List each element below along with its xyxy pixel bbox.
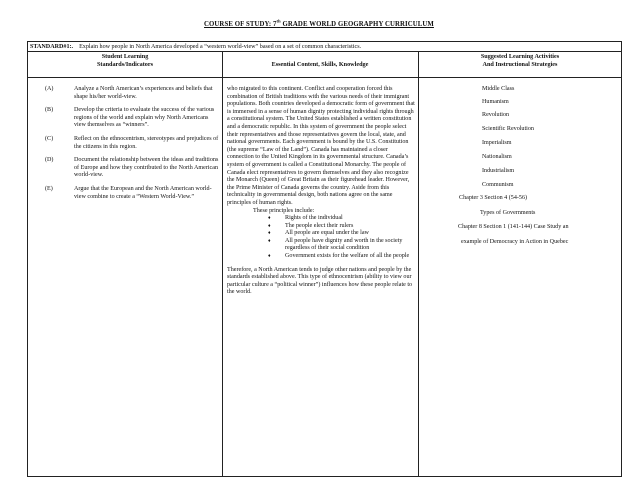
header-standards-line1: Student Learning	[101, 53, 149, 60]
standard-label: STANDARD#1:.	[30, 44, 74, 50]
standards-column	[34, 86, 220, 207]
activity-item: Communism	[482, 182, 514, 188]
activity-item: Middle Class	[482, 86, 515, 92]
indicator-text: Analyze a North American’s experiences and beliefs that shape his/her world-view.	[74, 86, 213, 100]
activity-item: example of Democracy in Action in Quebec	[461, 239, 569, 245]
activity-item: Chapter 3 Section 4 (54-56)	[459, 195, 528, 201]
diamond-bullet-icon: ♦	[268, 231, 271, 237]
title-text-rest: GRADE WORLD GEOGRAPHY CURRICULUM	[280, 21, 434, 29]
header-content	[222, 52, 418, 77]
indicator-label: (A)	[45, 86, 54, 92]
indicator-item	[34, 136, 220, 151]
diamond-bullet-icon: ♦	[268, 238, 271, 244]
curriculum-table	[27, 41, 622, 477]
indicator-label: (D)	[45, 157, 54, 164]
indicator-text: Develop the criteria to evaluate the success of the various regions of the world and explain why North Americans view themselves as “winners”.	[74, 107, 215, 129]
indicator-item	[34, 107, 220, 130]
activity-item: Humanism	[482, 99, 509, 105]
header-standards	[28, 52, 222, 77]
standard-text: Explain how people in North America developed a “western world-view” based on a set of common characteristics.	[79, 44, 362, 50]
activity-item: Types of Governments	[480, 210, 536, 216]
indicator-label: (C)	[45, 135, 54, 142]
list-item	[227, 253, 416, 261]
diamond-bullet-icon: ♦	[268, 254, 271, 260]
principles-heading: These principles include:	[253, 207, 315, 214]
content-paragraph: Therefore, a North American tends to judge other nations and people by the standards established above. This type of ethnocentrism (ability to view our particular culture a “political winner”) influences how these people relate to the world.	[227, 266, 413, 296]
indicator-text: Reflect on the ethnocentrism, stereotypes and prejudices of the citizens in this region.	[74, 135, 219, 150]
activity-item: Revolution	[482, 112, 510, 118]
diamond-bullet-icon: ♦	[268, 216, 271, 222]
indicator-label: (E)	[45, 185, 53, 192]
content-paragraph: who migrated to this continent. Conflict and cooperation forced this combination of British traditions with the various needs of their immigrant populations. Both countries developed a democratic form of government that is immersed in a sense of human dignity protecting individual rights through a constitutional system. The United States established a written constitution and a democratic republic. In this system of government the people select their representatives and those representatives govern the local, state, and national governments. Each government is bound by the U.S. Constitution (the supreme “Law of the Land”). Canada has maintained a closer connection to the United Kingdom in its governmental structure. Canada’s system of government is called a Constitutional Monarchy. The people of Canada elect representatives to govern themselves and they also recognize the Monarch (Queen) of Great Britain as their figurehead leader. However, the Prime Minister of Canada governs the country. Aside from this technicality in governmental design, both nations agree on the same principles of human rights.	[227, 86, 415, 206]
header-standards-line2: Standards/Indicators	[96, 60, 154, 68]
activity-item: Chapter 8 Section 1 (141-144) Case Study an	[458, 224, 569, 230]
column-divider	[222, 52, 223, 476]
document-title	[0, 19, 638, 28]
principle-text: The people elect their rulers	[285, 222, 354, 229]
title-text: COURSE OF STUDY: 7	[204, 21, 277, 29]
header-content-text: Essential Content, Skills, Knowledge	[271, 61, 369, 68]
header-row	[28, 52, 621, 78]
principle-text: All people are equal under the law	[285, 230, 369, 237]
standard-row	[28, 42, 621, 52]
header-activities-line1: Suggested Learning Activities	[480, 53, 560, 60]
principle-text: Rights of the individual	[285, 215, 343, 222]
header-activities	[418, 52, 622, 77]
indicator-text: Document the relationship between the ideas and traditions of Europe and how they contributed to the North American world-view.	[74, 157, 219, 179]
indicator-label: (B)	[45, 107, 54, 114]
principles-list	[227, 215, 416, 261]
title-superscript: th	[276, 19, 281, 24]
principle-text: Government exists for the welfare of all the people	[285, 253, 410, 260]
list-item	[227, 215, 416, 223]
list-item	[227, 223, 416, 231]
column-divider	[418, 52, 419, 476]
header-activities-line2: And Instructional Strategies	[482, 60, 558, 68]
indicator-item	[34, 157, 220, 180]
list-item	[227, 238, 416, 253]
principle-text: All people have dignity and worth in the society regardless of their social condition	[285, 237, 403, 252]
activity-item: Imperialism	[482, 140, 512, 146]
activity-item: Scientific Revolution	[482, 126, 534, 132]
list-item	[227, 230, 416, 238]
activity-item: Industrialism	[482, 168, 515, 174]
indicator-item	[34, 86, 220, 101]
activity-item: Nationalism	[482, 154, 512, 160]
diamond-bullet-icon: ♦	[268, 223, 271, 229]
content-column	[227, 86, 416, 297]
indicator-item	[34, 186, 220, 201]
indicator-text: Argue that the European and the North American world-view combine to create a “Western World-View.”	[74, 185, 212, 200]
